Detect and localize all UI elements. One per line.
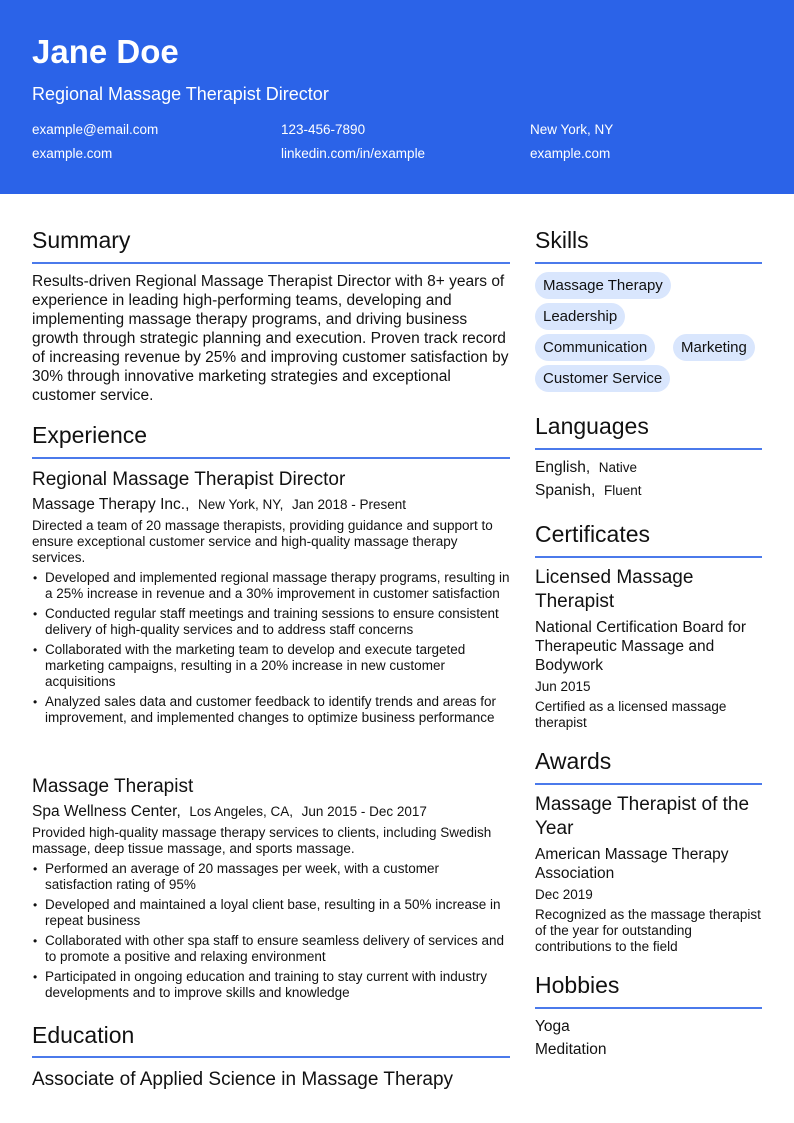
job-title: Massage Therapist <box>32 776 194 797</box>
award-description: Recognized as the massage therapist of the year for outstanding contributions to the field <box>535 907 761 954</box>
awards-divider <box>535 783 762 785</box>
list-item: • Performed an average of 20 massages per week, with a customer satisfaction rating of 95% <box>32 861 510 893</box>
experience-heading: Experience <box>32 422 148 448</box>
certificate-title: Licensed Massage Therapist <box>535 567 694 612</box>
contact-location: New York, NY <box>530 122 614 137</box>
education-divider <box>32 1056 510 1058</box>
language-item <box>535 458 637 477</box>
list-item: • Collaborated with the marketing team to develop and execute targeted marketing campaigns, resulting in a 20% increase in new customer acquisitions <box>32 642 510 690</box>
job-location: New York, NY, <box>198 497 284 512</box>
skill-tag: Marketing <box>673 334 755 361</box>
job-bullets <box>32 570 510 730</box>
hobby-item: Meditation <box>535 1041 607 1058</box>
list-item: • Collaborated with other spa staff to ensure seamless delivery of services and to promote a positive and relaxing environment <box>32 933 510 965</box>
hobby-item: Yoga <box>535 1018 570 1035</box>
summary-divider <box>32 262 510 264</box>
hobbies-divider <box>535 1007 762 1009</box>
list-item: • Conducted regular staff meetings and training sessions to ensure consistent delivery of high-quality services and to address staff concerns <box>32 606 510 638</box>
list-item: • Analyzed sales data and customer feedback to identify trends and areas for improvement, and implemented changes to optimize business performance <box>32 694 510 726</box>
job-dates: Jan 2018 - Present <box>291 497 407 512</box>
job-meta <box>32 495 406 514</box>
job-description: Directed a team of 20 massage therapists, providing guidance and support to ensure exceptional customer service and high-quality massage therapy services. <box>32 518 493 565</box>
certificate-issuer: National Certification Board for Therapeutic Massage and Bodywork <box>535 619 747 674</box>
job-company: Massage Therapy Inc., <box>32 496 190 513</box>
skill-tag: Customer Service <box>535 365 670 392</box>
skill-tag: Massage Therapy <box>535 272 671 299</box>
certificates-divider <box>535 556 762 558</box>
list-item: • Developed and implemented regional massage therapy programs, resulting in a 25% increase in revenue and a 30% improvement in customer satisfaction <box>32 570 510 602</box>
candidate-title: Regional Massage Therapist Director <box>32 84 329 104</box>
contact-email[interactable]: example@email.com <box>32 122 159 137</box>
job-description: Provided high-quality massage therapy services to clients, including Swedish massage, deep tissue massage, and sports massage. <box>32 825 492 856</box>
skill-tag: Leadership <box>535 303 625 330</box>
certificate-date: Jun 2015 <box>535 679 591 694</box>
list-item: • Participated in ongoing education and training to stay current with industry developments and to improve skills and knowledge <box>32 969 510 1001</box>
candidate-name: Jane Doe <box>32 33 179 70</box>
award-date: Dec 2019 <box>535 887 593 902</box>
language-name: Spanish, <box>535 482 596 499</box>
resume-header <box>0 0 794 194</box>
languages-divider <box>535 448 762 450</box>
job-bullets <box>32 861 510 1005</box>
contact-phone: 123-456-7890 <box>281 122 366 137</box>
education-heading: Education <box>32 1022 135 1048</box>
job-dates: Jun 2015 - Dec 2017 <box>301 804 427 819</box>
summary-heading: Summary <box>32 227 131 253</box>
skill-tag: Communication <box>535 334 655 361</box>
certificate-description: Certified as a licensed massage therapist <box>535 699 727 730</box>
language-level: Fluent <box>603 483 642 498</box>
skills-heading: Skills <box>535 227 589 253</box>
contact-website[interactable]: example.com <box>32 146 113 161</box>
certificates-heading: Certificates <box>535 521 651 547</box>
skills-divider <box>535 262 762 264</box>
award-issuer: American Massage Therapy Association <box>535 846 729 882</box>
contact-website-2[interactable]: example.com <box>530 146 611 161</box>
job-company: Spa Wellness Center, <box>32 803 181 820</box>
job-title: Regional Massage Therapist Director <box>32 469 346 490</box>
education-degree: Associate of Applied Science in Massage Therapy <box>32 1069 454 1090</box>
languages-heading: Languages <box>535 413 649 439</box>
job-meta <box>32 802 427 821</box>
language-level: Native <box>598 460 638 475</box>
list-item: • Developed and maintained a loyal client base, resulting in a 50% increase in repeat business <box>32 897 510 929</box>
summary-text: Results-driven Regional Massage Therapist Director with 8+ years of experience in leading high-performing teams, developing and implementing massage therapy programs, and driving business growth through strategic planning and execution. Proven track record of increasing revenue by 25% and improving customer satisfaction by 30% through innovative marketing strategies and exceptional customer service. <box>32 273 509 404</box>
language-name: English, <box>535 459 591 476</box>
experience-divider <box>32 457 510 459</box>
contact-linkedin[interactable]: linkedin.com/in/example <box>281 146 426 161</box>
hobbies-heading: Hobbies <box>535 972 620 998</box>
awards-heading: Awards <box>535 748 612 774</box>
job-location: Los Angeles, CA, <box>189 804 293 819</box>
award-title: Massage Therapist of the Year <box>535 794 750 839</box>
language-item <box>535 481 641 500</box>
